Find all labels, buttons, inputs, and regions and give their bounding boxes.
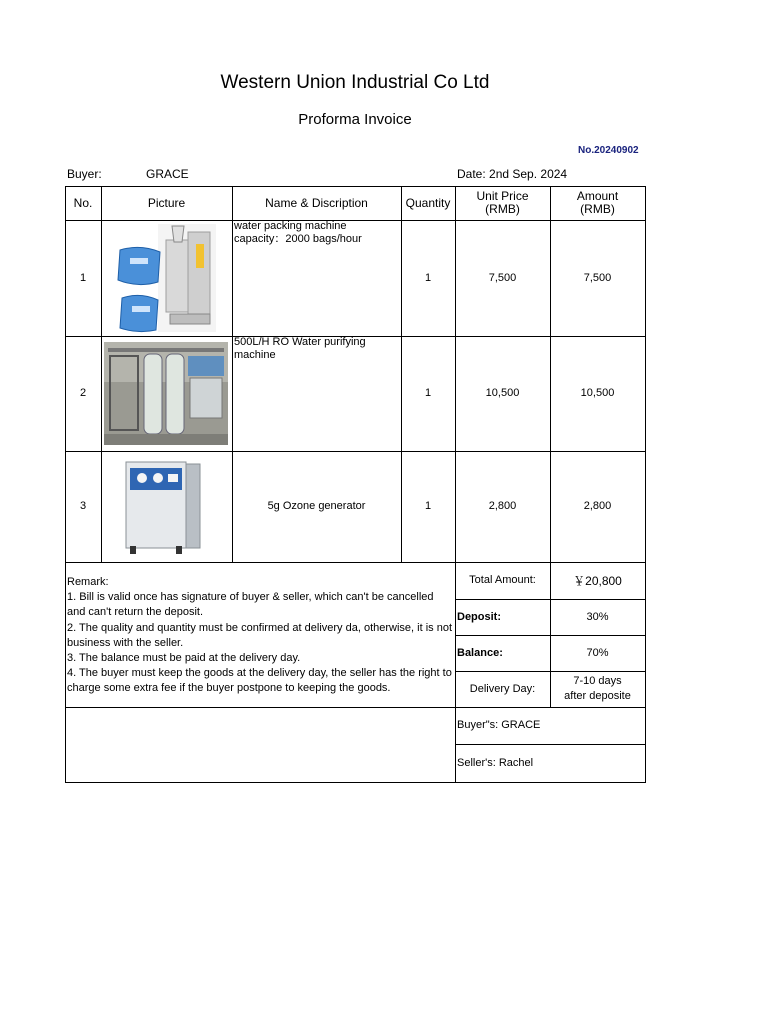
row-2-name-line2: machine bbox=[234, 349, 276, 361]
row-2-quantity: 1 bbox=[424, 387, 432, 399]
delivery-day-label: Delivery Day: bbox=[469, 682, 536, 695]
row-2-name bbox=[234, 336, 400, 451]
total-amount-label: Total Amount: bbox=[469, 574, 536, 586]
delivery-day-value-line2: after deposite bbox=[564, 690, 631, 702]
remark-line-2: 2. The quality and quantity must be confirmed at delivery da, otherwise, it is not business with the seller. bbox=[67, 621, 452, 649]
delivery-day-value-line1: 7-10 days bbox=[573, 675, 622, 687]
ro-water-purifier-image bbox=[104, 342, 228, 445]
remark-block bbox=[67, 575, 452, 697]
row-3-name: 5g Ozone generator bbox=[267, 500, 366, 512]
row-1-no: 1 bbox=[79, 271, 87, 284]
row-3-quantity: 1 bbox=[424, 500, 432, 512]
balance-value: 70% bbox=[586, 646, 609, 659]
invoice-number: No.20240902 bbox=[578, 145, 639, 156]
row-1-quantity: 1 bbox=[424, 271, 432, 284]
total-amount-value: ￥20,800 bbox=[573, 574, 622, 588]
col-header-amount-line1: Amount bbox=[576, 189, 619, 203]
row-1-amount: 7,500 bbox=[583, 271, 612, 284]
row-2-amount: 10,500 bbox=[580, 387, 615, 399]
remark-title: Remark: bbox=[67, 576, 109, 588]
ozone-generator-image bbox=[122, 458, 206, 556]
deposit-value: 30% bbox=[586, 610, 609, 623]
row-2-name-line1: 500L/H RO Water purifying bbox=[234, 336, 366, 348]
deposit-label: Deposit: bbox=[457, 610, 501, 623]
row-1-name-line1: water packing machine bbox=[234, 220, 347, 232]
row-3-no: 3 bbox=[79, 500, 87, 512]
seller-signature: Seller's: Rachel bbox=[457, 756, 534, 769]
col-header-no: No. bbox=[73, 195, 93, 210]
balance-label: Balance: bbox=[457, 646, 503, 659]
row-1-name-line2: capacity：2000 bags/hour bbox=[234, 233, 362, 245]
remark-line-1: 1. Bill is valid once has signature of buyer & seller, which can't be cancelled and can't return the deposit. bbox=[67, 591, 434, 619]
invoice-date: Date: 2nd Sep. 2024 bbox=[457, 167, 568, 181]
row-3-amount: 2,800 bbox=[583, 500, 612, 512]
company-name: Western Union Industrial Co Ltd bbox=[220, 72, 490, 93]
row-2-unit-price: 10,500 bbox=[485, 387, 520, 399]
remark-line-3: 3. The balance must be paid at the delivery day. bbox=[67, 652, 301, 665]
row-1-unit-price: 7,500 bbox=[488, 271, 517, 284]
buyer-label: Buyer: bbox=[67, 167, 102, 181]
row-3-unit-price: 2,800 bbox=[488, 500, 517, 512]
col-header-quantity: Quantity bbox=[405, 195, 451, 210]
col-header-amount bbox=[550, 186, 645, 220]
buyer-signature: Buyer"s: GRACE bbox=[457, 719, 541, 731]
col-header-picture: Picture bbox=[147, 195, 186, 210]
water-packing-machine-image bbox=[110, 222, 222, 334]
delivery-day-value bbox=[550, 671, 645, 707]
col-header-unit-price-line2: (RMB) bbox=[485, 202, 520, 216]
buyer-name: GRACE bbox=[146, 167, 189, 181]
col-header-unit-price-line1: Unit Price bbox=[476, 189, 529, 203]
document-title: Proforma Invoice bbox=[298, 111, 412, 128]
col-header-amount-line2: (RMB) bbox=[580, 202, 615, 216]
col-header-name: Name & Discription bbox=[265, 195, 368, 210]
remark-line-4: 4. The buyer must keep the goods at the delivery day, the seller has the right to charge some extra fee if the buyer postpone to keeping the goods. bbox=[67, 667, 452, 695]
row-1-name bbox=[234, 220, 400, 336]
col-header-unit-price bbox=[455, 186, 550, 220]
row-2-no: 2 bbox=[79, 387, 87, 399]
